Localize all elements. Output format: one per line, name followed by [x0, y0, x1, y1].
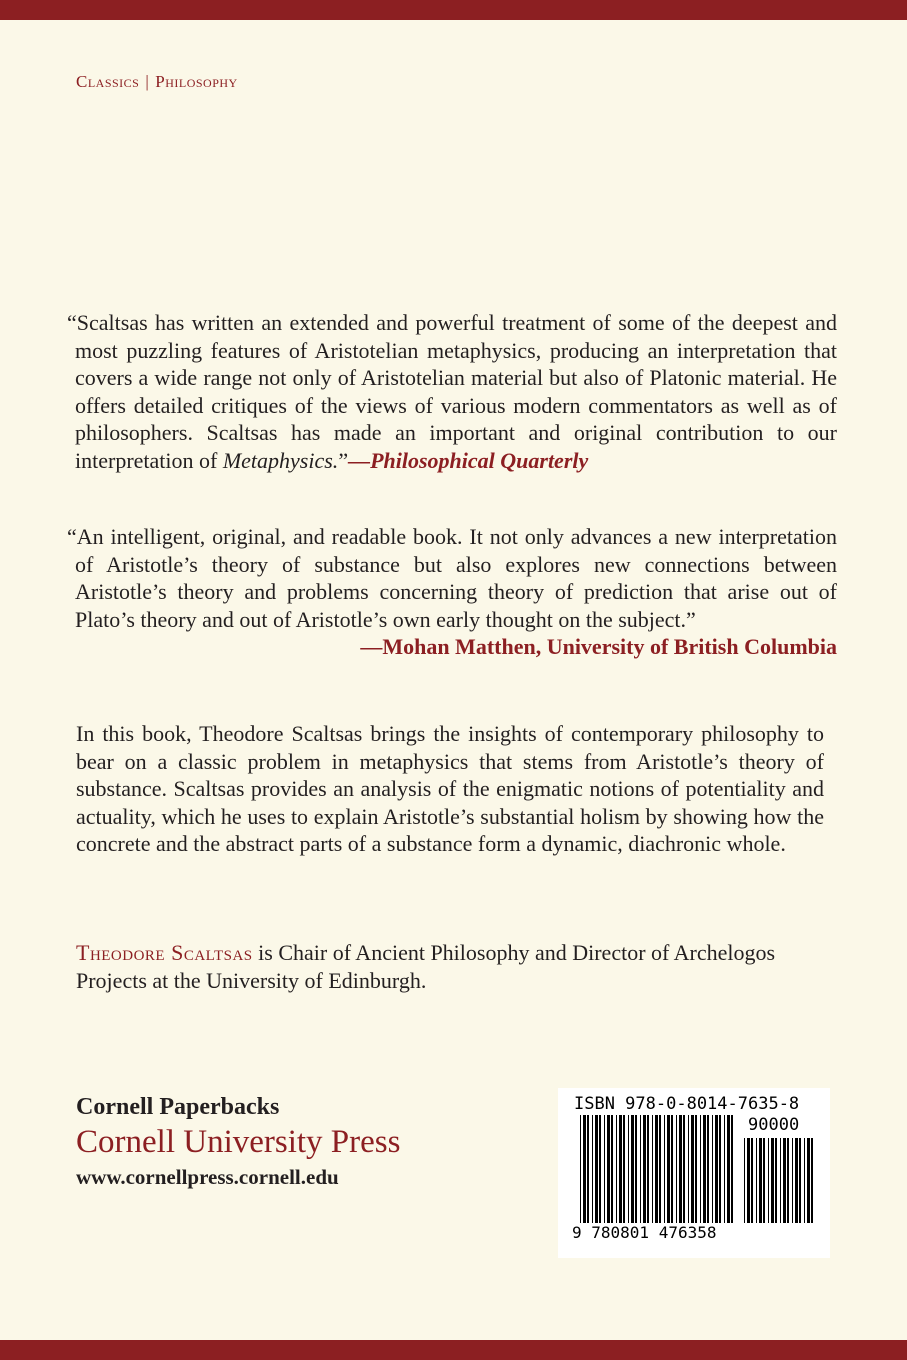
barcode-bar: [715, 1115, 718, 1223]
category-philosophy: Philosophy: [155, 72, 238, 91]
addon-barcode-bars: [744, 1138, 814, 1223]
quote-source: —Philosophical Quarterly: [348, 447, 589, 473]
barcode-bar: [799, 1138, 801, 1223]
quote-italic-title: Metaphysics.: [222, 447, 339, 473]
imprint-name: Cornell Paperbacks: [76, 1094, 280, 1120]
bottom-border-band: [0, 1340, 907, 1360]
barcode-bar: [695, 1115, 697, 1223]
barcode-bar: [619, 1115, 622, 1223]
author-bio: [76, 939, 824, 994]
barcode-bar: [667, 1115, 670, 1223]
barcode-bar: [587, 1115, 589, 1223]
barcode-bar: [751, 1138, 753, 1223]
barcode-bar: [592, 1115, 593, 1223]
ean-barcode-bars: [580, 1115, 735, 1223]
barcode-bar: [652, 1115, 653, 1223]
barcode-bar: [640, 1115, 641, 1223]
barcode-bar: [599, 1115, 601, 1223]
barcode-bar: [747, 1138, 750, 1223]
publisher-url: www.cornellpress.cornell.edu: [76, 1165, 339, 1189]
quote-body: “An intelligent, original, and readable book. It not only advances a new interpretation of Aristotle’s theory of substance but also explores new connections between Aristotle’s theory and problems concerning theory of prediction that arise out of Plato’s theory and out of Aristotle’s own early thought on the subject.”: [67, 524, 837, 632]
barcode-bar: [611, 1115, 613, 1223]
publisher-name: Cornell University Press: [76, 1124, 401, 1160]
barcode-bar: [804, 1138, 805, 1223]
barcode-bar: [604, 1115, 605, 1223]
barcode-bar: [679, 1115, 682, 1223]
barcode-bar: [792, 1138, 793, 1223]
barcode-bar: [744, 1138, 745, 1223]
book-description: In this book, Theodore Scaltsas brings the insights of contemporary philosophy to bear on a classic problem in metaphysics that stems from Aristotle’s theory of substance. Scaltsas provides an analysis of the enigmatic notions of potentiality and actuality, which he uses to explain Aristotle’s substantial holism by showing how the concrete and the abstract parts of a substance form a dynamic, diachronic whole.: [76, 721, 824, 856]
barcode-bar: [580, 1115, 581, 1223]
barcode-bar: [807, 1138, 810, 1223]
category-classics: Classics: [76, 72, 140, 91]
barcode-bar: [643, 1115, 646, 1223]
barcode-bar: [727, 1115, 730, 1223]
barcode-bar: [768, 1138, 769, 1223]
review-quote-matthen: [67, 523, 837, 661]
quote-close-mark: ”: [338, 447, 349, 473]
barcode-bar: [623, 1115, 625, 1223]
barcode-bar: [771, 1138, 774, 1223]
isbn-barcode: [558, 1088, 830, 1258]
barcode-bar: [703, 1115, 706, 1223]
quote-body: [67, 309, 837, 474]
barcode-bar: [775, 1138, 777, 1223]
barcode-bar: [811, 1138, 813, 1223]
barcode-bar: [780, 1138, 781, 1223]
barcode-bar: [688, 1115, 689, 1223]
barcode-bar: [676, 1115, 677, 1223]
barcode-bar: [712, 1115, 713, 1223]
category-label: [76, 72, 238, 92]
barcode-bar: [787, 1138, 789, 1223]
barcode-bar: [795, 1138, 798, 1223]
barcode-bar: [607, 1115, 610, 1223]
price-code: 90000: [748, 1115, 800, 1135]
ean-digits: 9 780801 476358: [572, 1223, 717, 1242]
barcode-bar: [583, 1115, 586, 1223]
barcode-bar: [655, 1115, 658, 1223]
publisher-block: [76, 1092, 400, 1192]
isbn-label: ISBN 978-0-8014-7635-8: [574, 1094, 800, 1114]
barcode-bar: [731, 1115, 733, 1223]
barcode-bar: [595, 1115, 598, 1223]
barcode-bar: [763, 1138, 765, 1223]
barcode-bar: [700, 1115, 701, 1223]
category-separator: |: [145, 72, 150, 91]
quote-text: “Scaltsas has written an extended and powerful treatment of some of the deepest and most puzzling features of Aristotelian metaphysics, producing an interpretation that covers a wide range not only of Aristotelian material but also of Platonic material. He offers detailed critiques of the views of various modern commentators as well as of philosophers. Scaltsas has made an important and original contribution to our interpretation of: [67, 310, 837, 473]
barcode-bar: [756, 1138, 757, 1223]
barcode-bar: [635, 1115, 637, 1223]
quote-attribution: —Mohan Matthen, University of British Columbia: [360, 634, 837, 659]
barcode-bar: [616, 1115, 617, 1223]
barcode-bar: [783, 1138, 786, 1223]
barcode-bar: [759, 1138, 762, 1223]
barcode-bar: [691, 1115, 694, 1223]
barcode-bar: [631, 1115, 634, 1223]
barcode-bar: [671, 1115, 673, 1223]
barcode-bar: [647, 1115, 649, 1223]
barcode-bar: [664, 1115, 665, 1223]
top-border-band: [0, 0, 907, 20]
barcode-bar: [719, 1115, 721, 1223]
author-name: Theodore Scaltsas: [76, 940, 253, 965]
barcode-bar: [707, 1115, 709, 1223]
review-quote-philosophical-quarterly: [67, 309, 837, 474]
barcode-bar: [628, 1115, 629, 1223]
author-bio-text: is Chair of Ancient Philosophy and Director of Archelogos Projects at the University of Edinburgh.: [76, 940, 776, 993]
barcode-bar: [659, 1115, 661, 1223]
barcode-bar: [683, 1115, 685, 1223]
barcode-bar: [724, 1115, 725, 1223]
